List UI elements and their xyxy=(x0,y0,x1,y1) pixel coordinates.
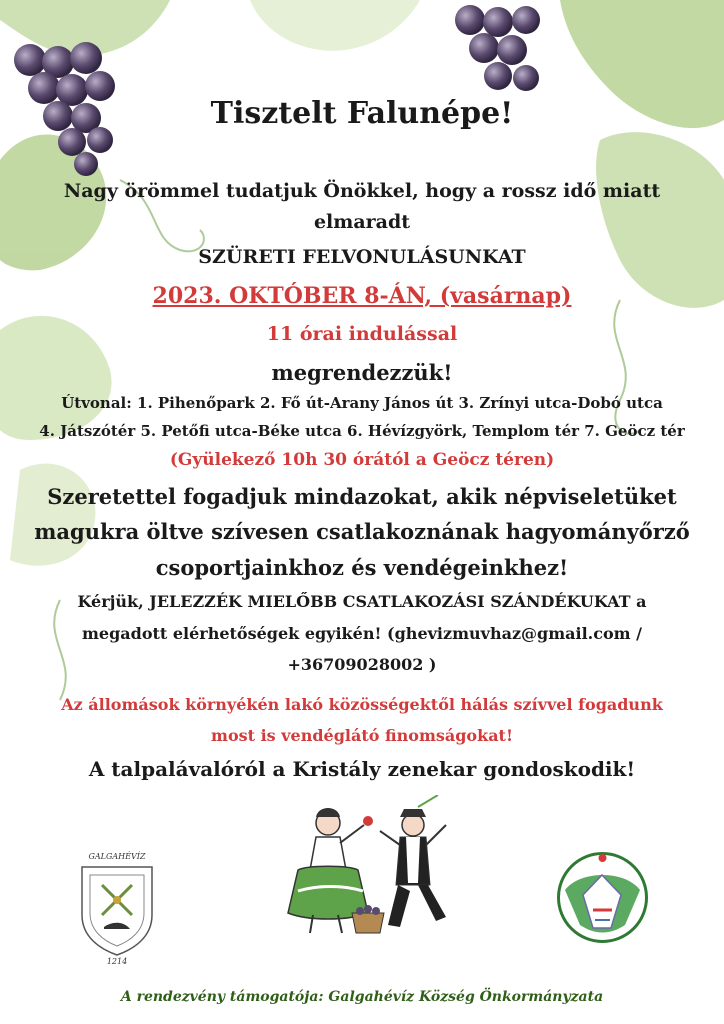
crest-year: 1214 xyxy=(106,957,128,965)
gathering-note: (Gyülekező 10h 30 órától a Geöcz téren) xyxy=(169,450,555,470)
crest-name: GALGAHÉVÍZ xyxy=(88,852,146,861)
route-line-1: Útvonal: 1. Pihenőpark 2. Fő út-Arany János út 3. Zrínyi utca-Dobó utca xyxy=(61,394,663,412)
thanks-line-1: Az állomások környékén lakó közösségektől hálás szívvel fogadunk xyxy=(61,695,663,714)
request-line-3: +36709028002 ) xyxy=(287,655,437,674)
route-line-2: 4. Játszótér 5. Petőfi utca-Béke utca 6. Hévízgyörk, Templom tér 7. Geöcz tér xyxy=(39,422,685,440)
welcome-line-2: magukra öltve szívesen csatlakoznának hagyományőrző xyxy=(34,519,690,544)
thanks-line-2: most is vendéglátó finomságokat! xyxy=(211,726,513,745)
intro-line-2: elmaradt xyxy=(313,211,411,233)
poster-title: Tisztelt Falunépe! xyxy=(210,96,514,131)
request-line-1: Kérjük, JELEZZÉK MIELŐBB CSATLAKOZÁSI SZÁNDÉKUKAT a xyxy=(77,592,647,611)
community-emblem-icon xyxy=(555,850,650,945)
start-time: 11 órai indulással xyxy=(266,323,458,345)
welcome-line-1: Szeretettel fogadjuk mindazokat, akik népviseletüket xyxy=(47,484,677,509)
action-text: megrendezzük! xyxy=(271,360,453,385)
event-name: SZÜRETI FELVONULÁSUNKAT xyxy=(198,246,526,268)
village-crest xyxy=(72,845,162,965)
welcome-line-3: csoportjainkhoz és vendégeinkhez! xyxy=(155,555,569,580)
event-date: 2023. OKTÓBER 8-ÁN, (vasárnap) xyxy=(152,283,572,309)
request-line-2: megadott elérhetőségek egyikén! (ghevizmuvhaz@gmail.com / xyxy=(81,624,642,643)
dancing-couple-icon xyxy=(268,795,468,945)
intro-line-1: Nagy örömmel tudatjuk Önökkel, hogy a rossz idő miatt xyxy=(63,180,661,202)
music-line: A talpalávalóról a Kristály zenekar gondoskodik! xyxy=(88,757,636,781)
footer-sponsor: A rendezvény támogatója: Galgahévíz Község Önkormányzata xyxy=(120,989,604,1005)
